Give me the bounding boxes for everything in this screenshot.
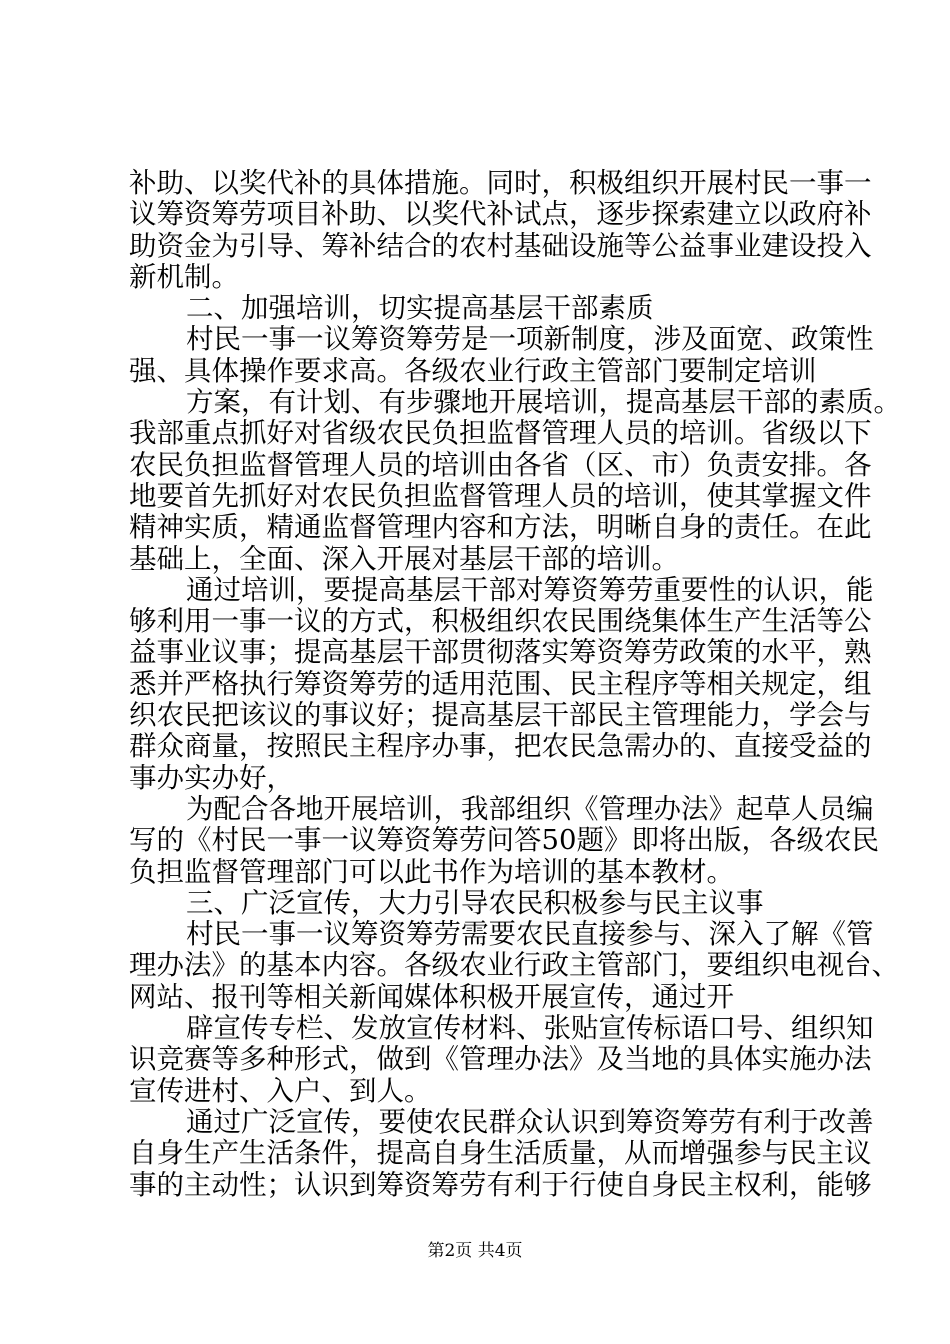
text-line: 够利用一事一议的方式，积极组织农民围绕集体生产生活等公 — [129, 605, 872, 638]
text-line: 益事业议事；提高基层干部贯彻落实筹资筹劳政策的水平，熟 — [129, 636, 872, 669]
text-line: 网站、报刊等相关新闻媒体积极开展宣传，通过开 — [129, 980, 734, 1013]
text-line: 织农民把该议的事议好；提高基层干部民主管理能力，学会与 — [129, 699, 872, 732]
text-line: 地要首先抓好对农民负担监督管理人员的培训，使其掌握文件 — [129, 479, 872, 512]
text-line: 自身生产生活条件，提高自身生活质量，从而增强参与民主议 — [129, 1137, 872, 1170]
text-line: 补助、以奖代补的具体措施。同时，积极组织开展村民一事一 — [129, 167, 872, 199]
text-line: 为配合各地开展培训，我部组织《管理办法》起草人员编 — [186, 792, 874, 825]
document-body — [129, 167, 901, 1201]
text-line: 村民一事一议筹资筹劳需要农民直接参与、深入了解《管 — [186, 918, 874, 951]
text-line: 方案，有计划、有步骤地开展培训，提高基层干部的素质。 — [186, 386, 901, 419]
text-line: 助资金为引导、筹补结合的农村基础设施等公益事业建设投入 — [129, 229, 872, 262]
text-line: 村民一事一议筹资筹劳是一项新制度，涉及面宽、政策性 — [186, 323, 874, 356]
text-line: 负担监督管理部门可以此书作为培训的基本教材。 — [129, 855, 734, 888]
text-line: 二、加强培训，切实提高基层干部素质 — [186, 292, 654, 325]
text-line: 议筹资筹劳项目补助、以奖代补试点，逐步探索建立以政府补 — [129, 198, 872, 231]
text-line: 识竞赛等多种形式，做到《管理办法》及当地的具体实施办法 — [129, 1043, 872, 1076]
text-line: 精神实质，精通监督管理内容和方法，明晰自身的责任。在此 — [129, 511, 872, 544]
text-line: 理办法》的基本内容。各级农业行政主管部门，要组织电视台、 — [129, 949, 899, 982]
text-line: 我部重点抓好对省级农民负担监督管理人员的培训。省级以下 — [129, 417, 872, 450]
text-line: 悉并严格执行筹资筹劳的适用范围、民主程序等相关规定，组 — [129, 667, 872, 700]
text-line: 基础上，全面、深入开展对基层干部的培训。 — [129, 542, 679, 575]
text-line: 事的主动性；认识到筹资筹劳有利于行使自身民主权利，能够 — [129, 1168, 872, 1201]
text-line: 写的《村民一事一议筹资筹劳问答50题》即将出版，各级农民 — [129, 824, 879, 857]
text-line: 通过培训，要提高基层干部对筹资筹劳重要性的认识，能 — [186, 573, 874, 606]
text-line: 强、具体操作要求高。各级农业行政主管部门要制定培训 — [129, 354, 817, 387]
text-line: 辟宣传专栏、发放宣传材料、张贴宣传标语口号、组织知 — [186, 1012, 874, 1045]
page-number-footer: 第2页 共4页 — [427, 1241, 523, 1261]
text-line: 群众商量，按照民主程序办事，把农民急需办的、直接受益的 — [129, 730, 872, 763]
text-line: 事办实办好， — [129, 761, 294, 794]
text-line: 三、广泛宣传，大力引导农民积极参与民主议事 — [186, 886, 764, 919]
text-line: 新机制。 — [129, 260, 239, 293]
text-line: 通过广泛宣传，要使农民群众认识到筹资筹劳有利于改善 — [186, 1105, 874, 1138]
text-line: 农民负担监督管理人员的培训由各省（区、市）负责安排。各 — [129, 448, 872, 481]
text-line: 宣传进村、入户、到人。 — [129, 1074, 432, 1107]
